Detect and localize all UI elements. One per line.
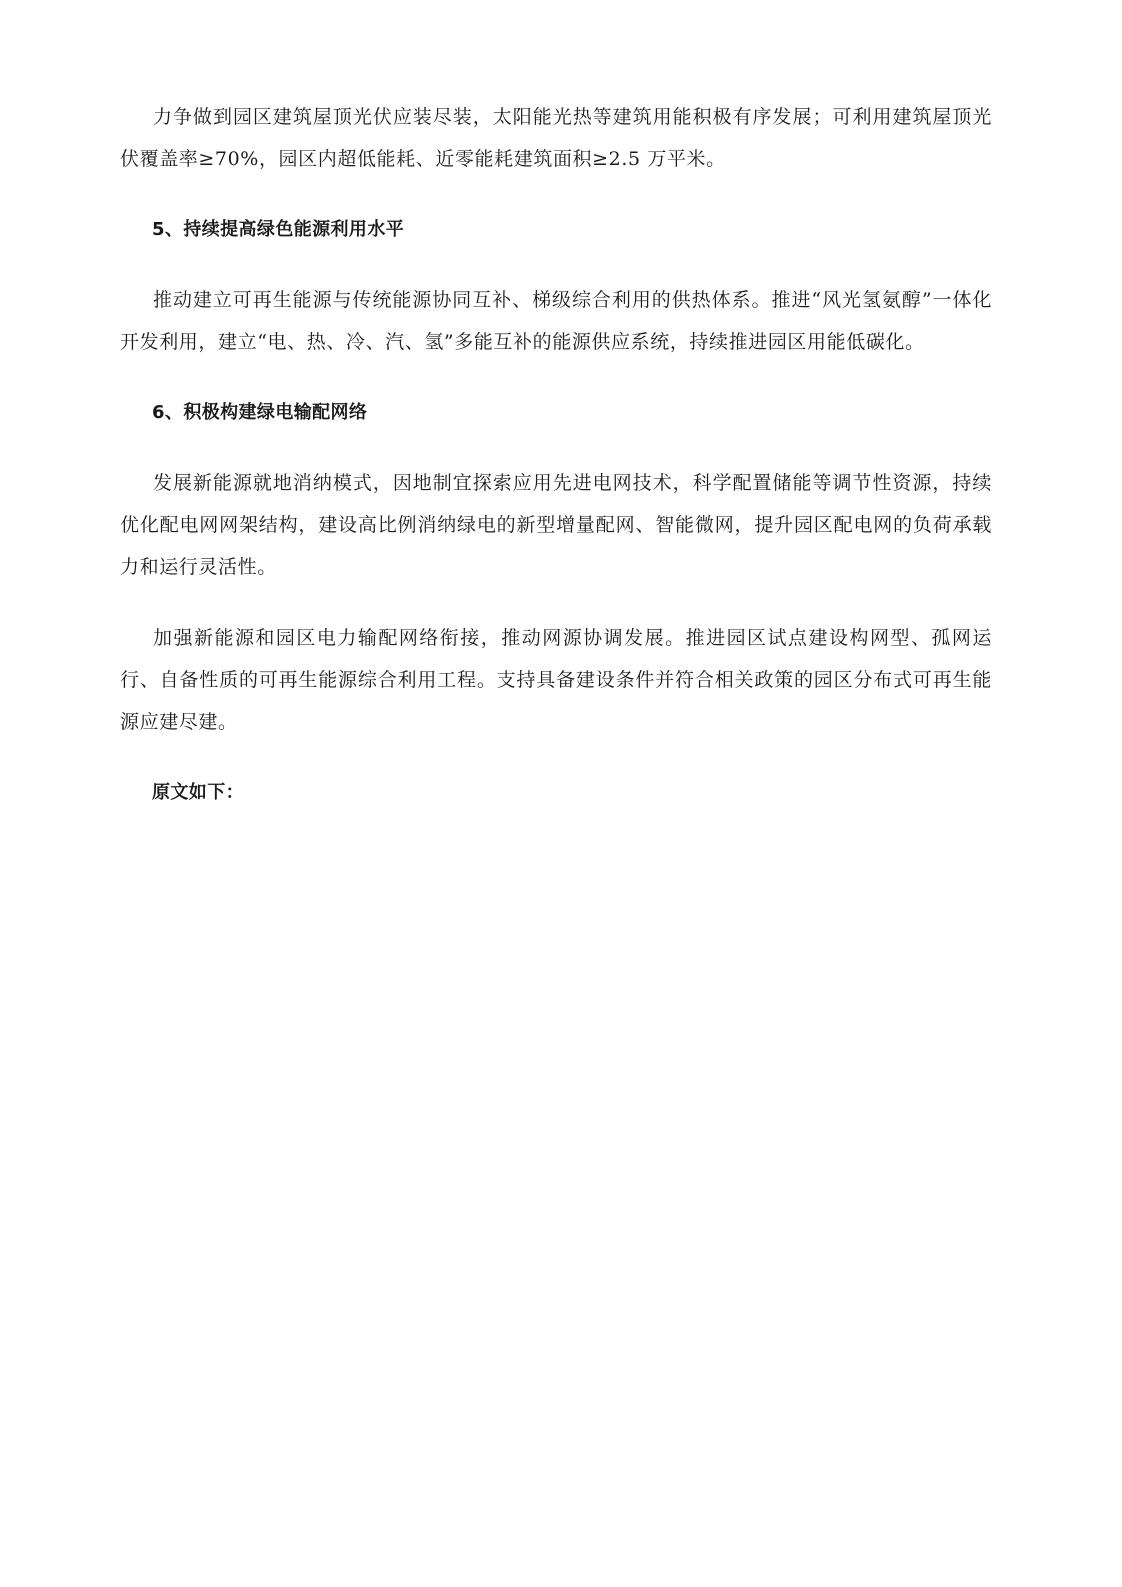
paragraph-grid: 发展新能源就地消纳模式，因地制宜探索应用先进电网技术，科学配置储能等调节性资源，持续优化配电网网架结构，建设高比例消纳绿电的新型增量配网、智能微网，提升园区配电网的负荷承载力和运行灵活性。 [120,472,992,578]
paragraph-heating-system: 推动建立可再生能源与传统能源协同互补、梯级综合利用的供热体系。推进“风光氢氨醇”一体化开发利用，建立“电、热、冷、汽、氢”多能互补的能源供应系统，持续推进园区用能低碳化。 [120,289,992,353]
document-body [120,96,992,814]
paragraph-roof-pv: 力争做到园区建筑屋顶光伏应装尽装，太阳能光热等建筑用能积极有序发展；可利用建筑屋顶光伏覆盖率≥70%，园区内超低能耗、近零能耗建筑面积≥2.5 万平米。 [120,106,992,170]
original-text-heading: 原文如下： [152,782,244,803]
paragraph-grid-connection: 加强新能源和园区电力输配网络衔接，推动网源协调发展。推进园区试点建设构网型、孤网运行、自备性质的可再生能源综合利用工程。支持具备建设条件并符合相关政策的园区分布式可再生能源应建尽建。 [120,627,992,733]
section-heading-6: 6、积极构建绿电输配网络 [152,402,368,423]
section-heading-5: 5、持续提高绿色能源利用水平 [152,219,405,240]
